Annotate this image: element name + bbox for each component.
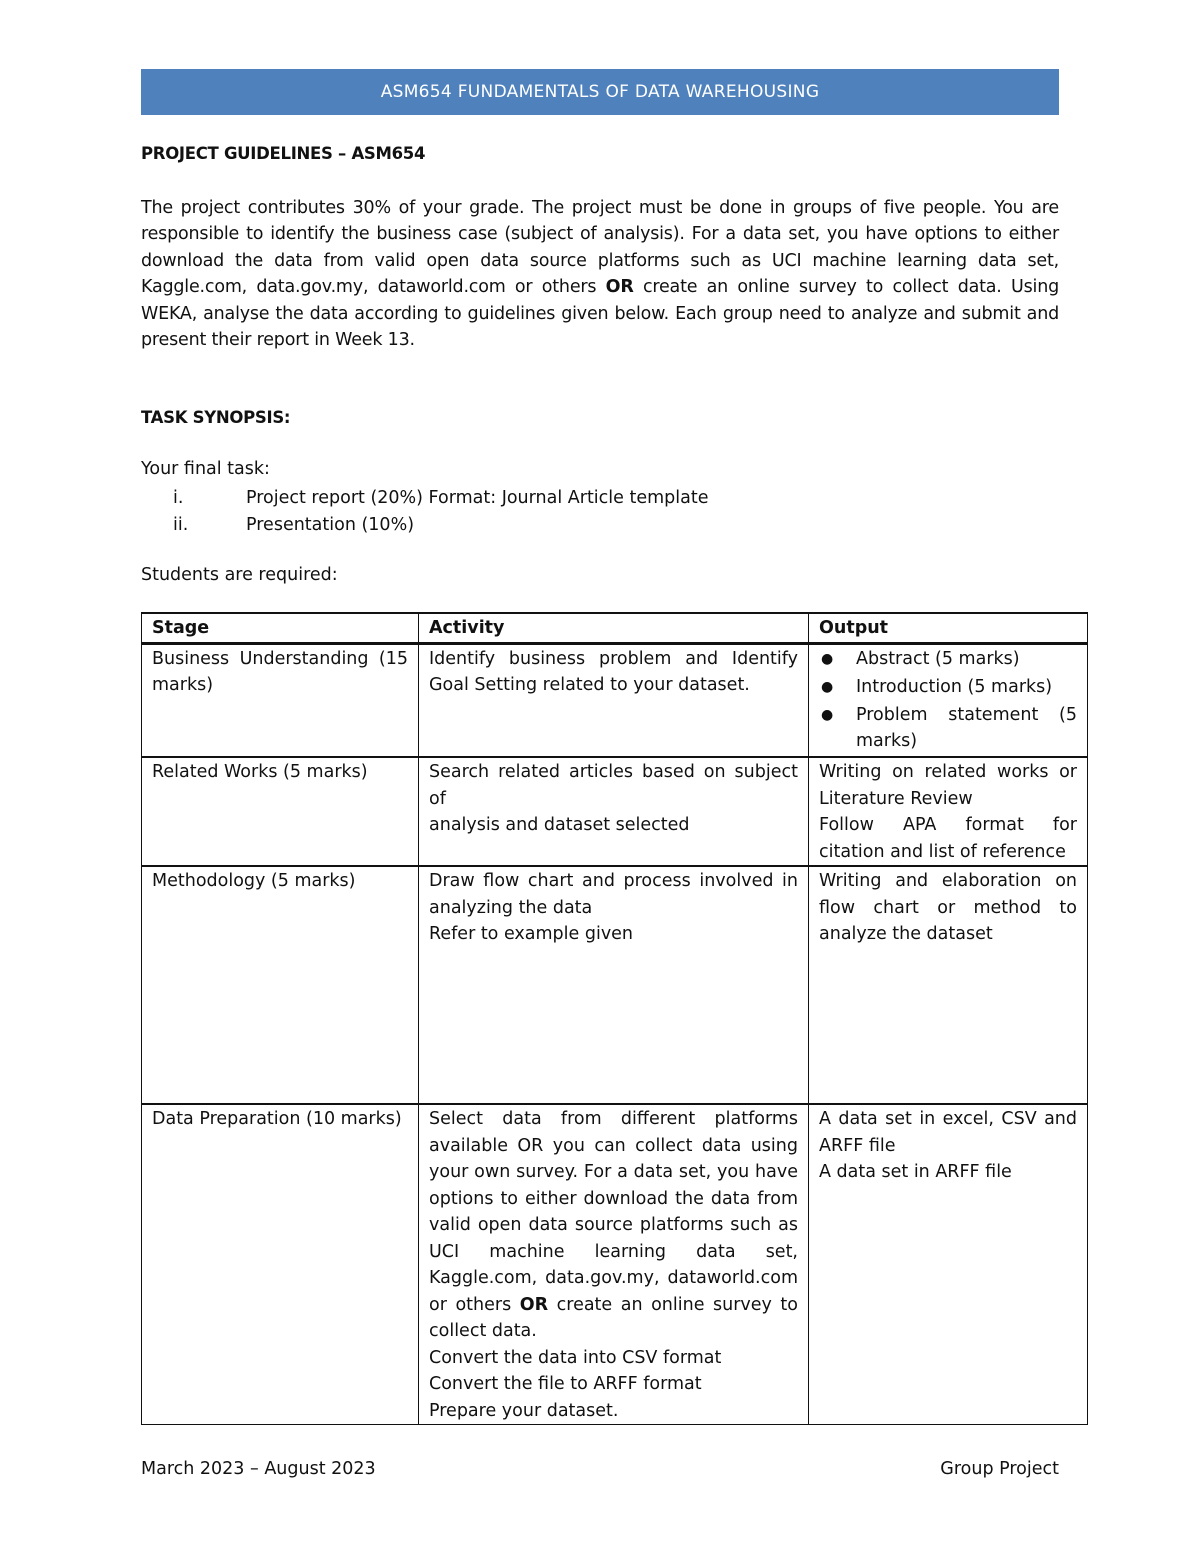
cell-line: ARFF file: [819, 1135, 896, 1156]
bullet-icon: ●: [821, 650, 834, 667]
cell-line: Convert the data into CSV format: [429, 1347, 722, 1368]
intro-line: The project contributes 30% of your grade. The project must be done in groups of five people. You are: [141, 198, 1059, 218]
cell-line: Refer to example given: [429, 924, 634, 944]
intro-line: responsible to identify the business case (subject of analysis). For a data set, you have options to either: [141, 224, 1059, 245]
list-item-text: Project report (20%) Format: Journal Article template: [246, 488, 709, 508]
cell-line: [429, 1133, 798, 1160]
output-bullet-list: [819, 646, 1077, 755]
stage-cell: [142, 643, 419, 757]
cell-or-emphasis: OR: [519, 1294, 549, 1315]
list-item: [141, 512, 708, 539]
output-cell: [809, 866, 1088, 1104]
column-header-activity: Activity: [419, 613, 809, 643]
cell-line: Identify business problem and Identify: [429, 648, 798, 669]
intro-or-emphasis: OR: [605, 277, 634, 298]
output-cell: [809, 1104, 1088, 1425]
table-row: [142, 866, 1088, 1104]
list-item-number: ii.: [173, 514, 189, 535]
stage-cell: Data Preparation (10 marks): [142, 1104, 419, 1425]
column-header-stage: Stage: [142, 613, 419, 643]
cell-line: Writing and elaboration on: [819, 871, 1077, 891]
activity-cell: [419, 1104, 809, 1425]
intro-line: download the data from valid open data source platforms such as UCI machine learning data set,: [141, 250, 1059, 271]
cell-line: analysis and dataset selected: [429, 815, 690, 835]
activity-cell: [419, 757, 809, 866]
cell-line: Follow APA format for: [819, 815, 1077, 835]
cell-line: valid open data source platforms such as: [429, 1215, 798, 1235]
cell-line: Literature Review: [819, 788, 973, 809]
intro-line: [141, 274, 1059, 300]
stage-cell: Methodology (5 marks): [142, 866, 419, 1104]
cell-line: A data set in ARFF file: [819, 1162, 1012, 1182]
cell-line: Business Understanding (15: [152, 648, 408, 669]
list-item-text: Presentation (10%): [246, 514, 415, 535]
cell-line: collect data.: [429, 1321, 537, 1341]
list-item-text: Abstract (5 marks): [856, 648, 1020, 669]
list-item: [141, 485, 708, 512]
cell-line: Kaggle.com, data.gov.my, dataworld.com: [429, 1268, 798, 1288]
cell-line: Goal Setting related to your dataset.: [429, 675, 750, 695]
stage-cell: Related Works (5 marks): [142, 757, 419, 866]
bullet-icon: ●: [821, 706, 834, 723]
bullet-icon: ●: [821, 678, 834, 695]
table-row: [142, 643, 1088, 757]
footer-date-range: March 2023 – August 2023: [141, 1459, 376, 1479]
list-item-text: Introduction (5 marks): [856, 676, 1053, 697]
stages-table: [141, 612, 1088, 1425]
cell-line: Convert the file to ARFF format: [429, 1374, 702, 1394]
intro-line: present their report in Week 13.: [141, 330, 415, 351]
document-title: PROJECT GUIDELINES – ASM654: [141, 144, 426, 163]
cell-text: OR: [517, 1135, 544, 1156]
header-banner: [141, 69, 1059, 115]
activity-cell: [419, 866, 809, 1104]
cell-line: Draw flow chart and process involved in: [429, 871, 798, 891]
list-item: [819, 702, 1077, 755]
synopsis-heading: TASK SYNOPSIS:: [141, 408, 291, 427]
intro-paragraph: [141, 195, 1059, 353]
cell-text: create an online survey to: [548, 1294, 799, 1315]
cell-line: your own survey. For a data set, you have: [429, 1162, 798, 1182]
cell-line: marks): [152, 675, 214, 695]
intro-text: create an online survey to collect data. Using: [633, 277, 1059, 298]
cell-text: or others: [429, 1294, 520, 1315]
table-row: [142, 1104, 1088, 1425]
final-task-label: Your final task:: [141, 459, 270, 479]
cell-line: [429, 1292, 798, 1319]
output-cell: [809, 757, 1088, 866]
cell-line: Writing on related works or: [819, 762, 1077, 782]
footer-label: Group Project: [940, 1459, 1059, 1479]
cell-line: Search related articles based on subject of: [429, 762, 798, 809]
cell-line: A data set in excel, CSV and: [819, 1109, 1077, 1129]
cell-line: Prepare your dataset.: [429, 1400, 619, 1421]
list-item: [819, 646, 1077, 673]
column-header-output: Output: [809, 613, 1088, 643]
list-item: [819, 674, 1077, 701]
output-cell: [809, 643, 1088, 757]
cell-line: analyze the dataset: [819, 924, 993, 944]
cell-line: UCI machine learning data set,: [429, 1241, 798, 1262]
banner-title: ASM654 FUNDAMENTALS OF DATA WAREHOUSING: [380, 82, 820, 102]
cell-line: options to either download the data from: [429, 1188, 798, 1209]
cell-text: available: [429, 1135, 518, 1156]
students-required-label: Students are required:: [141, 565, 338, 585]
task-list: [141, 485, 708, 538]
cell-text: you can collect data using: [543, 1135, 798, 1156]
list-item-number: i.: [173, 488, 184, 508]
cell-line: citation and list of reference: [819, 841, 1066, 862]
cell-line: Select data from different platforms: [429, 1109, 798, 1129]
list-item-text: Problem statement (5 marks): [856, 704, 1077, 751]
intro-text: Kaggle.com, data.gov.my, dataworld.com or others: [141, 277, 606, 298]
cell-line: analyzing the data: [429, 897, 593, 918]
cell-line: flow chart or method to: [819, 897, 1077, 918]
table-row: [142, 757, 1088, 866]
activity-cell: [419, 643, 809, 757]
table-header-row: [142, 613, 1088, 643]
intro-line: WEKA, analyse the data according to guidelines given below. Each group need to analyze and submit and: [141, 303, 1059, 324]
